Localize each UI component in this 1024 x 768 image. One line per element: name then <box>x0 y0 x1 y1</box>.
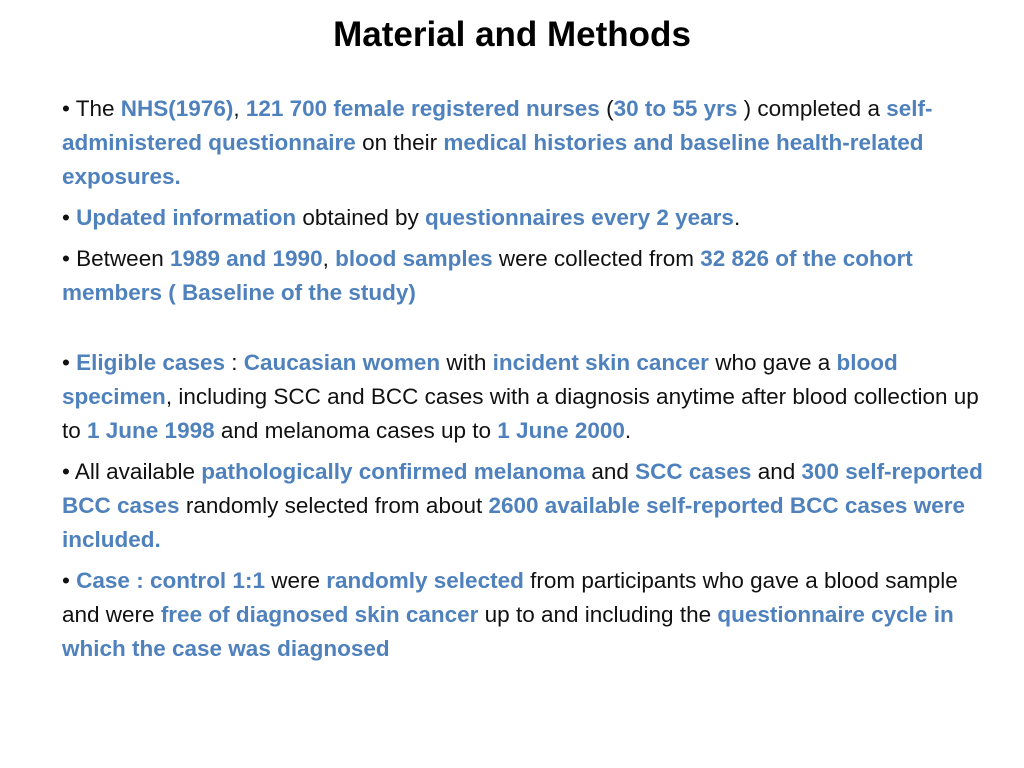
highlighted-text: NHS(1976) <box>120 96 234 121</box>
body-text: were collected from <box>492 246 701 271</box>
body-text: obtained by <box>296 205 426 230</box>
body-text: , <box>233 96 246 121</box>
highlighted-text: 30 to 55 yrs <box>613 96 738 121</box>
highlighted-text: questionnaire cycle in which the case was diagnosed <box>62 602 954 661</box>
body-text: randomly selected from about <box>179 493 489 518</box>
highlighted-text: self-administered questionnaire <box>62 96 933 155</box>
body-text: . <box>624 418 632 443</box>
body-text: , <box>322 246 336 271</box>
bullet-item <box>62 346 987 448</box>
slide-title: Material and Methods <box>333 15 691 54</box>
bullet-item <box>62 92 987 194</box>
bullet-glyph: • <box>62 568 70 593</box>
body-text: were <box>264 568 327 593</box>
bullet-glyph: • <box>62 246 70 271</box>
highlighted-text: SCC cases <box>635 459 752 484</box>
highlighted-text: 1989 and 1990 <box>169 246 323 271</box>
bullet-item <box>62 242 987 310</box>
body-text: and <box>751 459 802 484</box>
body-text: ( <box>599 96 614 121</box>
bullet-item <box>62 201 987 235</box>
highlighted-text: medical histories and baseline health-related exposures. <box>62 130 924 189</box>
highlighted-text: 2600 available self-reported BCC cases were included. <box>62 493 965 552</box>
body-text: , including SCC and BCC cases with a diagnosis anytime after blood collection up to <box>62 384 979 443</box>
highlighted-text: questionnaires every 2 years <box>425 205 734 230</box>
body-text: who gave a <box>708 350 837 375</box>
body-text: up to and including the <box>478 602 718 627</box>
bullet-item <box>62 455 987 557</box>
highlighted-text: blood specimen <box>62 350 898 409</box>
body-text: The <box>75 96 121 121</box>
body-text: : <box>225 350 244 375</box>
body-text: and <box>585 459 636 484</box>
body-text: ) completed a <box>737 96 887 121</box>
highlighted-text: 1 June 2000 <box>497 418 625 443</box>
body-text: from participants who gave a blood sample and were <box>62 568 958 627</box>
body-text: All available <box>74 459 202 484</box>
highlighted-text: blood samples <box>335 246 493 271</box>
highlighted-text: 121 700 female registered nurses <box>245 96 600 121</box>
body-text: on their <box>355 130 444 155</box>
highlighted-text: free of diagnosed skin cancer <box>160 602 479 627</box>
body-text: Between <box>76 246 170 271</box>
highlighted-text: incident skin cancer <box>492 350 709 375</box>
highlighted-text: Eligible cases <box>76 350 225 375</box>
highlighted-text: pathologically confirmed melanoma <box>201 459 586 484</box>
bullet-list <box>62 92 987 673</box>
highlighted-text: 300 self-reported BCC cases <box>62 459 983 518</box>
body-text: and melanoma cases up to <box>214 418 498 443</box>
highlighted-text: 32 826 of the cohort members ( Baseline of the study) <box>62 246 913 305</box>
highlighted-text: randomly selected <box>326 568 524 593</box>
highlighted-text: 1 June 1998 <box>87 418 215 443</box>
body-text: . <box>733 205 741 230</box>
bullet-glyph: • <box>62 459 70 484</box>
bullet-item <box>62 564 987 666</box>
bullet-glyph: • <box>62 205 70 230</box>
bullet-glyph: • <box>62 350 70 375</box>
bullet-glyph: • <box>62 96 70 121</box>
body-text: with <box>440 350 493 375</box>
highlighted-text: Case : control 1:1 <box>76 568 265 593</box>
highlighted-text: Caucasian women <box>243 350 441 375</box>
highlighted-text: Updated information <box>76 205 297 230</box>
